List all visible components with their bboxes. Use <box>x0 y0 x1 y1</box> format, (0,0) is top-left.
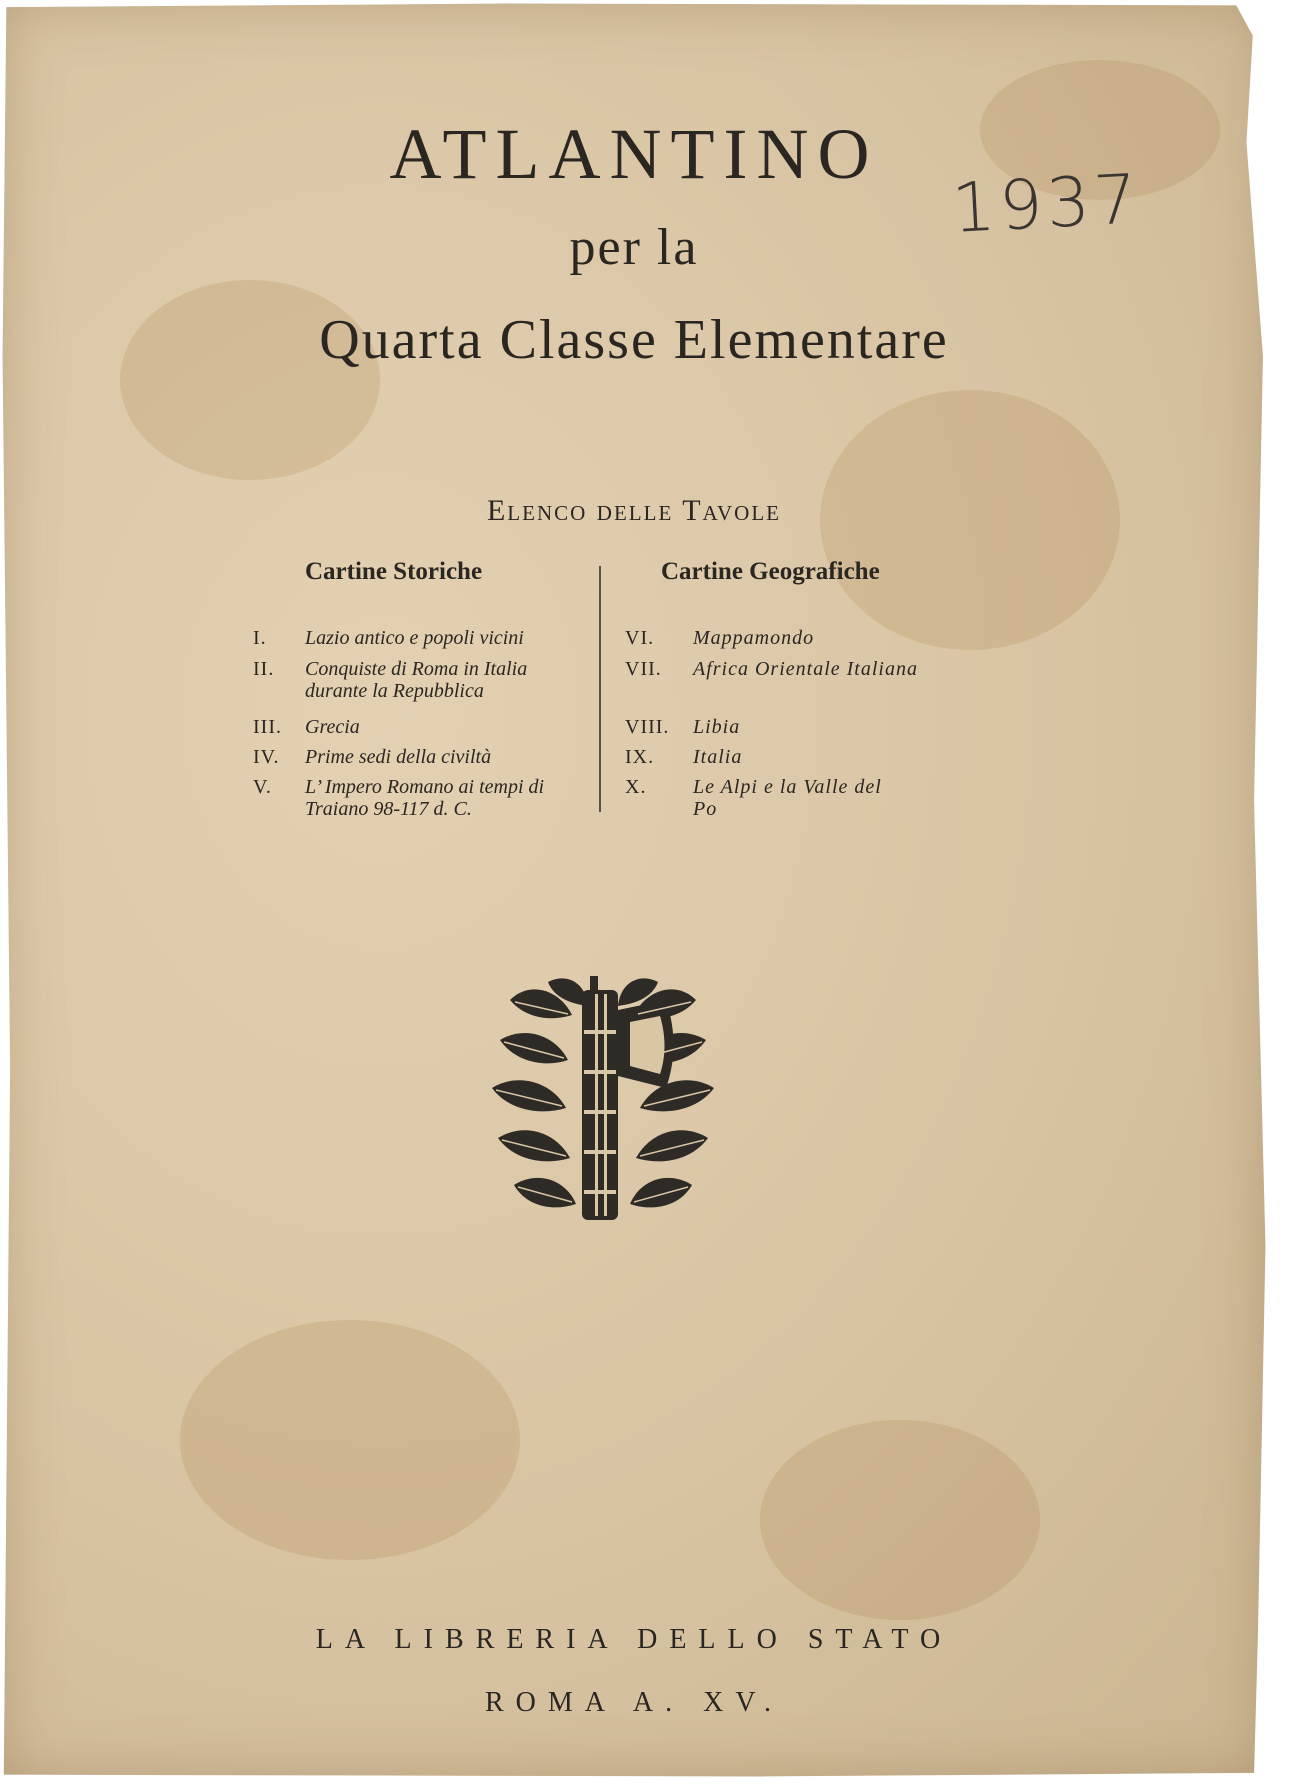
list-item <box>253 776 598 820</box>
plate-number: II. <box>253 658 275 680</box>
fasces-laurel-emblem-icon <box>490 970 716 1238</box>
geografiche-heading: Cartine Geografiche <box>661 558 880 585</box>
plate-title: Italia <box>693 746 743 768</box>
list-item <box>253 627 598 649</box>
handwritten-year: 1937 <box>950 160 1144 249</box>
plate-number: IX. <box>625 746 655 768</box>
plate-number: VI. <box>625 627 655 649</box>
cover-subtitle-class: Quarta Classe Elementare <box>319 309 949 371</box>
plate-number: I. <box>253 627 267 649</box>
cover-title: ATLANTINO <box>389 114 879 194</box>
plate-title: L’ Impero Romano ai tempi di Traiano 98-117 d. C. <box>305 776 545 820</box>
plate-number: VII. <box>625 658 662 680</box>
publication-place: ROMA A. XV. <box>485 1687 783 1718</box>
list-item <box>625 776 955 820</box>
plate-title: Grecia <box>305 716 360 738</box>
plate-number: V. <box>253 776 272 798</box>
plate-title: Africa Orientale Italiana <box>693 658 918 680</box>
list-item <box>253 716 598 738</box>
plate-title: Libia <box>693 716 741 738</box>
plate-number: X. <box>625 776 647 798</box>
list-item <box>253 746 598 768</box>
plate-title: Conquiste di Roma in Italia durante la Repubblica <box>305 658 528 702</box>
plate-number: IV. <box>253 746 280 768</box>
cover-subtitle-per-la: per la <box>569 219 699 276</box>
list-item <box>625 746 955 768</box>
plate-title: Prime sedi della civiltà <box>305 746 492 768</box>
plate-number: VIII. <box>625 716 670 738</box>
list-item <box>625 658 955 702</box>
plate-number: III. <box>253 716 282 738</box>
plate-title: Le Alpi e la Valle del Po <box>693 776 882 820</box>
storiche-heading: Cartine Storiche <box>305 558 483 585</box>
contents-heading: Elenco delle Tavole <box>486 494 782 527</box>
publisher-name: LA LIBRERIA DELLO STATO <box>315 1624 953 1655</box>
plate-title: Mappamondo <box>693 627 815 649</box>
list-item <box>625 716 955 738</box>
plate-title: Lazio antico e popoli vicini <box>305 627 524 649</box>
list-item <box>253 658 598 702</box>
column-divider <box>599 566 601 812</box>
list-item <box>625 627 955 649</box>
